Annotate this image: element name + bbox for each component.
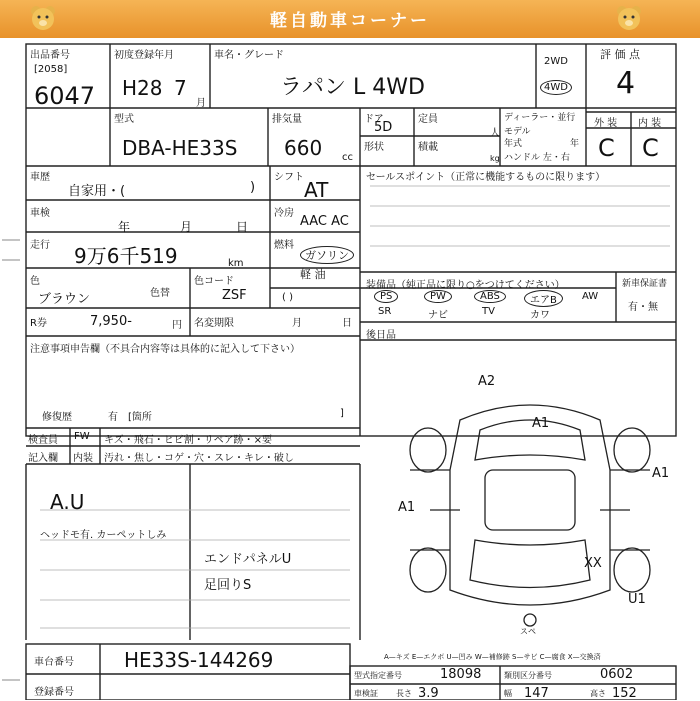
- year-unit: 年: [570, 139, 580, 149]
- ac-label: 冷房: [274, 208, 294, 219]
- reg-year: H28: [122, 76, 163, 100]
- grade-value: 4: [616, 66, 636, 101]
- height-label: 高さ: [590, 689, 606, 698]
- exterior-grade: C: [598, 134, 615, 162]
- notes-label: 注意事項申告欄（不具合内容等は具体的に記入して下さい）: [30, 344, 300, 355]
- cert-label: 車検証: [354, 689, 378, 698]
- inspection-label: 車検: [30, 208, 50, 219]
- note-3: 足回りS: [204, 578, 252, 593]
- displacement-label: 排気量: [272, 114, 302, 125]
- diagram-a2: A2: [478, 374, 496, 389]
- capacity-unit: 人: [490, 128, 500, 139]
- color-label: 色: [30, 276, 40, 287]
- inspector-row2-head: 内装: [73, 453, 93, 464]
- color-value: ブラウン: [38, 292, 91, 307]
- car-label: 車名・グレード: [214, 50, 284, 61]
- note-au: A.U: [50, 490, 85, 514]
- fuel-label: 燃料: [274, 240, 294, 251]
- recycle-value: 7,950-: [90, 314, 132, 329]
- interior-grade: C: [642, 134, 659, 162]
- fuel-alt: 軽 油: [300, 268, 326, 281]
- repair-yes: 有: [108, 412, 118, 423]
- width-label: 幅: [504, 689, 512, 698]
- chassis-label: 車台番号: [34, 657, 74, 668]
- usage-value: 自家用・(: [68, 184, 126, 199]
- equip-pw: PW: [424, 290, 452, 303]
- type-designation-value: 18098: [440, 667, 482, 682]
- height-value: 152: [612, 686, 637, 701]
- model-value: DBA-HE33S: [122, 136, 238, 160]
- color-code-label: 色コード: [194, 276, 234, 287]
- year-label: 年式: [504, 139, 523, 149]
- doors-value: 5D: [374, 120, 393, 135]
- diagram-bottom: スペ: [520, 627, 536, 636]
- warranty-value: 有・無: [628, 302, 658, 313]
- equip-navi: ナビ: [428, 310, 448, 321]
- inspection-month-unit: 月: [180, 220, 193, 234]
- class-label: 類別区分番号: [504, 671, 552, 680]
- note-1: ヘッドモ有. カーペットしみ: [40, 530, 167, 541]
- class-value: 0602: [600, 667, 634, 682]
- car-damage-diagram: [400, 380, 660, 640]
- repair-end: ]: [340, 408, 344, 419]
- diagram-a1-right: A1: [652, 466, 670, 481]
- shape-label: 形状: [364, 142, 384, 153]
- mileage-label: 走行: [30, 240, 50, 251]
- equip-airbag: エアB: [524, 290, 563, 307]
- inspection-day-unit: 日: [236, 220, 249, 234]
- drive-4wd: 4WD: [540, 80, 572, 95]
- lot-number: 6047: [34, 82, 96, 110]
- doors-label: ドア: [364, 114, 384, 125]
- equip-ps: PS: [374, 290, 398, 303]
- color-code: ZSF: [222, 288, 247, 303]
- inspector-row2: 汚れ・焦し・コゲ・穴・スレ・キレ・破し: [104, 453, 294, 464]
- model-label: 型式: [114, 114, 134, 125]
- chassis-value: HE33S-144269: [124, 648, 274, 672]
- load-label: 積載: [418, 142, 438, 153]
- warranty-label: 新車保証書: [622, 279, 668, 289]
- lot-code: [2058]: [34, 64, 68, 75]
- car-name: ラパン L 4WD: [280, 75, 425, 100]
- dealer-label: ディーラー・並行: [504, 113, 576, 123]
- note-2: エンドパネルU: [204, 552, 292, 567]
- equip-aw: AW: [582, 291, 599, 302]
- diagram-u1: U1: [628, 592, 646, 607]
- length-label: 長さ: [396, 689, 412, 698]
- fuel-value: ガソリン: [300, 246, 354, 264]
- registration-label: 登録番号: [34, 687, 74, 698]
- diagram-xx: XX: [584, 556, 602, 571]
- mileage-unit: km: [228, 258, 244, 269]
- color-tone-label: 色替: [150, 288, 170, 299]
- name-change-month: 月: [292, 318, 302, 329]
- exterior-label: 外 装: [594, 118, 618, 129]
- lot-label: 出品番号: [30, 50, 70, 61]
- repair-label: 修復歴: [42, 412, 72, 423]
- shift-value: AT: [304, 178, 329, 202]
- ac-value: AAC AC: [300, 214, 349, 229]
- shift-label: シフト: [274, 172, 304, 183]
- inspector-row1: キズ・飛石・ヒビ割・リペア跡・×要: [104, 435, 272, 446]
- later-label: 後日品: [366, 330, 396, 341]
- fuel-paren: ( ): [282, 292, 293, 303]
- selling-points-label: セールスポイント（正常に機能するものに限ります）: [366, 172, 606, 183]
- interior-label: 内 装: [638, 118, 662, 129]
- diagram-a1-left: A1: [398, 500, 416, 515]
- damage-legend: A—キズ E—エクボ U—凹み W—補修跡 S—サビ C—腐食 X—交換済: [384, 653, 601, 661]
- equip-abs: ABS: [474, 290, 506, 303]
- width-value: 147: [524, 686, 549, 701]
- reg-month-unit: 月: [196, 98, 206, 109]
- grade-label: 評 価 点: [600, 48, 640, 61]
- diagram-a1-top: A1: [532, 416, 550, 431]
- inspector-label-1: 検査員: [28, 435, 58, 446]
- length-value: 3.9: [418, 686, 439, 701]
- repair-place: [箇所: [128, 412, 152, 423]
- load-unit: kg: [490, 154, 500, 163]
- handle-label: ハンドル 左・右: [504, 153, 570, 163]
- recycle-label: R券: [30, 318, 47, 329]
- usage-label: 車歴: [30, 172, 50, 183]
- equipment-label: 装備品（純正品に限り○をつけてください）: [366, 280, 565, 291]
- inspection-year-unit: 年: [118, 220, 131, 234]
- equip-leather: カワ: [530, 310, 550, 321]
- type-designation-label: 型式指定番号: [354, 671, 402, 680]
- reg-month: 7: [174, 76, 187, 100]
- equip-sr: SR: [378, 306, 392, 317]
- banner-title: 軽自動車コーナー: [270, 11, 430, 31]
- inspector-label-2: 記入欄: [28, 453, 58, 464]
- usage-close: ): [250, 180, 256, 195]
- recycle-unit: 円: [172, 320, 182, 331]
- model-year-label: モデル: [504, 127, 531, 137]
- drive-2wd: 2WD: [544, 56, 568, 67]
- mileage-value: 9万6千519: [74, 244, 178, 268]
- equip-tv: TV: [482, 306, 495, 317]
- inspector-row1-head: FW: [74, 431, 90, 442]
- displacement-unit: cc: [342, 152, 353, 163]
- name-change-label: 名変期限: [194, 318, 234, 329]
- displacement-value: 660: [284, 136, 323, 160]
- reg-label: 初度登録年月: [114, 50, 174, 61]
- capacity-label: 定員: [418, 114, 438, 125]
- name-change-day: 日: [342, 318, 352, 329]
